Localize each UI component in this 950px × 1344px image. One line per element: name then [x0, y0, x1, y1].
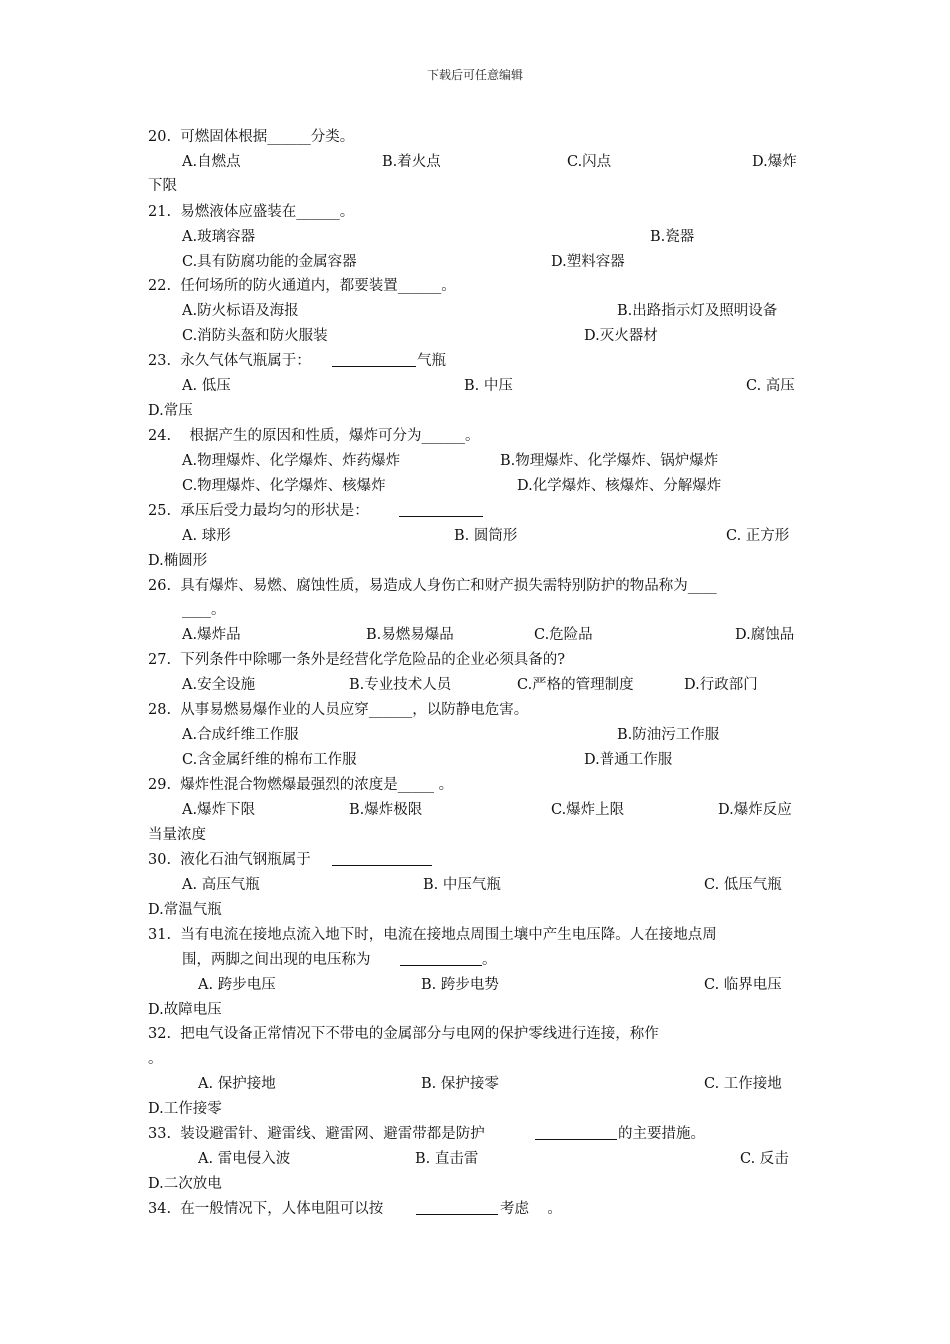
option-d-cont: 当量浓度 — [148, 827, 206, 843]
option-d: D.普通工作服 — [584, 752, 673, 768]
option-b: B. 圆筒形 — [454, 528, 518, 544]
option-c: C. 高压 — [746, 378, 795, 394]
option-b: B.易燃易爆品 — [366, 627, 454, 643]
option-c: C. 正方形 — [726, 528, 790, 544]
option-d: D.塑料容器 — [551, 254, 625, 270]
question-31: 31. 当有电流在接地点流入地下时，电流在接地点周围土壤中产生电压降。人在接地点周 — [148, 927, 717, 943]
question-22: 22. 任何场所的防火通道内，都要装置______。 — [148, 278, 456, 294]
option-a: A. 高压气瓶 — [182, 877, 260, 893]
question-20: 20. 可燃固体根据______分类。 — [148, 129, 355, 145]
option-a: A.玻璃容器 — [182, 229, 256, 245]
option-c: C.爆炸上限 — [551, 802, 625, 818]
question-32-cont: 。 — [148, 1051, 163, 1067]
option-c: C.闪点 — [567, 154, 612, 170]
option-b: B. 保护接零 — [421, 1076, 499, 1092]
option-b: B.专业技术人员 — [349, 677, 452, 693]
option-a: A. 雷电侵入波 — [198, 1151, 291, 1167]
question-34-tail: 考虑 。 — [500, 1201, 562, 1217]
option-d: D.椭圆形 — [148, 553, 208, 569]
option-a: A.爆炸品 — [182, 627, 241, 643]
option-d: D.工作接零 — [148, 1101, 222, 1117]
option-b: B.防油污工作服 — [617, 727, 720, 743]
option-c: C.消防头盔和防火服装 — [182, 328, 328, 344]
question-23: 23. 永久气体气瓶属于： — [148, 353, 311, 369]
question-23-tail: 气瓶 — [417, 353, 446, 369]
question-32: 32. 把电气设备正常情况下不带电的金属部分与电网的保护零线进行连接，称作 — [148, 1026, 659, 1042]
option-c: C.危险品 — [534, 627, 593, 643]
option-c: C.具有防腐功能的金属容器 — [182, 254, 357, 270]
option-a: A. 低压 — [182, 378, 231, 394]
question-31-cont: 围，两脚之间出现的电压称为 — [182, 952, 371, 968]
option-d: D.爆炸反应 — [718, 802, 792, 818]
option-a: A.物理爆炸、化学爆炸、炸药爆炸 — [182, 453, 401, 469]
option-d: D.常压 — [148, 403, 193, 419]
option-a: A. 保护接地 — [198, 1076, 276, 1092]
option-a: A.爆炸下限 — [182, 802, 256, 818]
option-d: D.故障电压 — [148, 1002, 222, 1018]
option-c: C. 反击 — [740, 1151, 789, 1167]
answer-blank — [332, 850, 432, 866]
question-33: 33. 装设避雷针、避雷线、避雷网、避雷带都是防护 — [148, 1126, 485, 1142]
option-b: B. 中压 — [464, 378, 513, 394]
option-b: B.着火点 — [382, 154, 441, 170]
page-header: 下载后可任意编辑 — [426, 68, 523, 82]
option-d: D.二次放电 — [148, 1176, 222, 1192]
option-b: B.爆炸极限 — [349, 802, 423, 818]
option-c: C. 工作接地 — [704, 1076, 782, 1092]
option-b: B.物理爆炸、化学爆炸、锅炉爆炸 — [500, 453, 719, 469]
question-24: 24. 根据产生的原因和性质，爆炸可分为______。 — [148, 428, 480, 444]
option-a: A. 跨步电压 — [198, 977, 276, 993]
option-a: A.防火标语及海报 — [182, 303, 299, 319]
question-26: 26. 具有爆炸、易燃、腐蚀性质，易造成人身伤亡和财产损失需特别防护的物品称为____ — [148, 578, 717, 594]
answer-blank — [400, 950, 482, 966]
option-c: C.物理爆炸、化学爆炸、核爆炸 — [182, 478, 386, 494]
option-d: D.行政部门 — [684, 677, 758, 693]
answer-blank — [535, 1124, 617, 1140]
question-26-cont: ____。 — [182, 602, 226, 618]
option-b: B.出路指示灯及照明设备 — [617, 303, 778, 319]
option-c: C. 低压气瓶 — [704, 877, 782, 893]
option-b: B. 中压气瓶 — [423, 877, 501, 893]
answer-blank — [332, 351, 416, 367]
option-d: D.爆炸 — [752, 154, 797, 170]
option-d: D.腐蚀品 — [735, 627, 795, 643]
answer-blank — [416, 1199, 498, 1215]
question-29: 29. 爆炸性混合物燃爆最强烈的浓度是_____ 。 — [148, 777, 454, 793]
option-d: D.灭火器材 — [584, 328, 658, 344]
option-c: C.严格的管理制度 — [517, 677, 634, 693]
answer-blank — [399, 501, 483, 517]
option-d-cont: 下限 — [148, 178, 177, 194]
option-d: D.化学爆炸、核爆炸、分解爆炸 — [517, 478, 722, 494]
question-28: 28. 从事易燃易爆作业的人员应穿______，以防静电危害。 — [148, 702, 529, 718]
question-33-tail: 的主要措施。 — [618, 1126, 705, 1142]
question-25: 25. 承压后受力最均匀的形状是： — [148, 503, 369, 519]
question-21: 21. 易燃液体应盛装在______。 — [148, 204, 355, 220]
option-b: B.瓷器 — [650, 229, 695, 245]
question-34: 34. 在一般情况下，人体电阻可以按 — [148, 1201, 384, 1217]
option-a: A.安全设施 — [182, 677, 256, 693]
question-31-tail: 。 — [482, 952, 497, 968]
option-b: B. 跨步电势 — [421, 977, 499, 993]
option-a: A. 球形 — [182, 528, 231, 544]
option-c: C. 临界电压 — [704, 977, 782, 993]
option-a: A.合成纤维工作服 — [182, 727, 299, 743]
option-c: C.含金属纤维的棉布工作服 — [182, 752, 357, 768]
question-30: 30. 液化石油气钢瓶属于 — [148, 852, 311, 868]
option-a: A.自燃点 — [182, 154, 241, 170]
option-b: B. 直击雷 — [415, 1151, 479, 1167]
option-d: D.常温气瓶 — [148, 902, 222, 918]
question-27: 27. 下列条件中除哪一条外是经营化学危险品的企业必须具备的? — [148, 652, 566, 668]
